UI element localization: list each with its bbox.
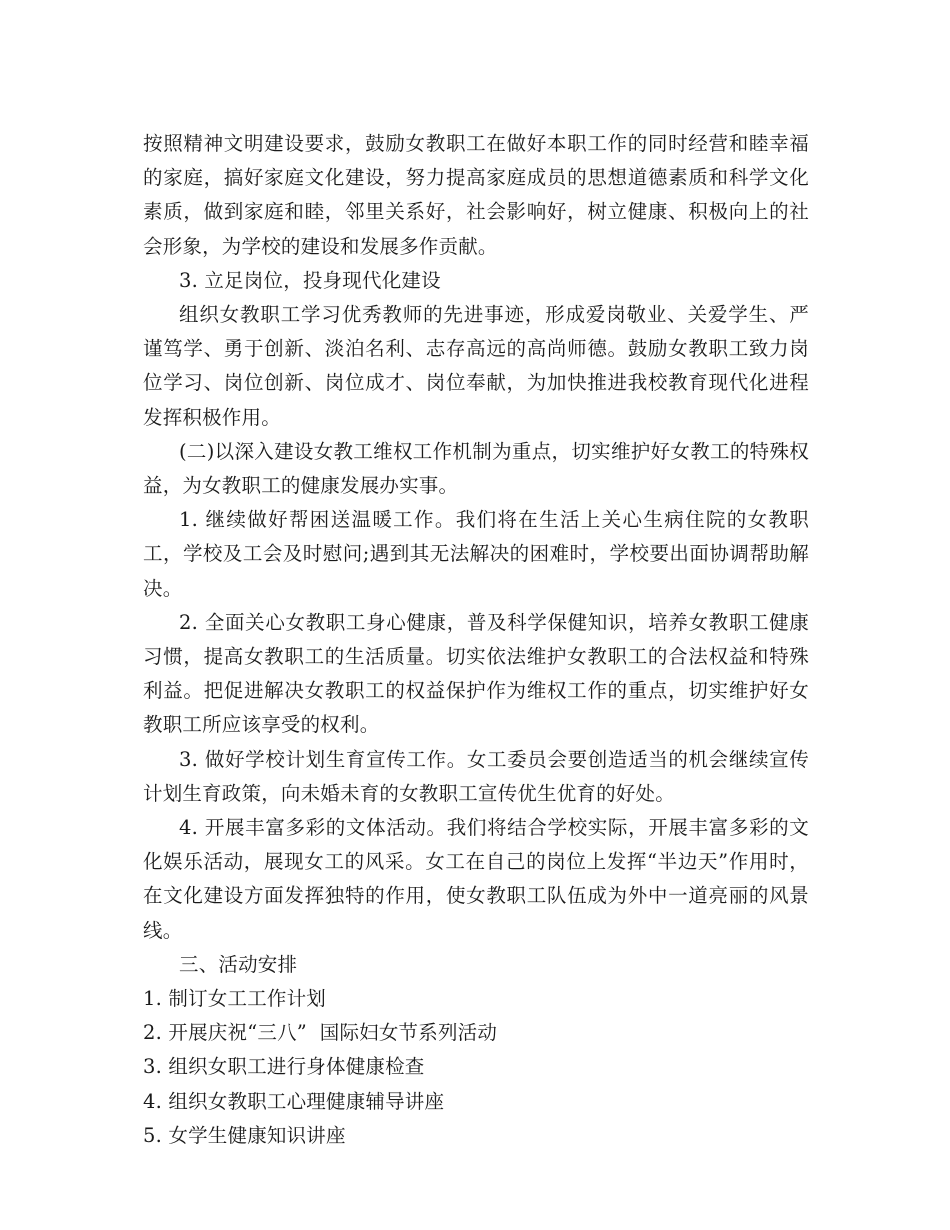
paragraph-teacher-ethics: 组织女教职工学习优秀教师的先进事迹，形成爱岗敬业、关爱学生、严谨笃学、勇于创新、淡泊名利、志存高远的高尚师德。鼓励女教职工致力岗位学习、岗位创新、岗位成才、岗位奉献，为加快推进我校教育现代化进程发挥积极作用。 (143, 303, 809, 429)
paragraph-item-2: 2. 全面关心女教职工身心健康，普及科学保健知识，培养女教职工健康习惯，提高女教职工的生活质量。切实依法维护女教职工的合法权益和特殊利益。把促进解决女教职工的权益保护作为维权工作的重点，切实维护好女教职工所应该享受的权利。 (143, 610, 809, 737)
activity-item: 4. 组织女教职工心理健康辅导讲座 (143, 1089, 445, 1113)
heading-activity-schedule: 三、活动安排 (179, 952, 298, 976)
paragraph-family-building: 按照精神文明建设要求，鼓励女教职工在做好本职工作的同时经营和睦幸福的家庭，搞好家庭文化建设，努力提高家庭成员的思想道德素质和科学文化素质，做到家庭和睦，邻里关系好，社会影响好，树立健康、积极向上的社会形象，为学校的建设和发展多作贡献。 (143, 132, 809, 258)
activity-item: 1. 制订女工工作计划 (143, 987, 327, 1011)
heading-rights-protection: (二)以深入建设女教工维权工作机制为重点，切实维护好女教工的特殊权益，为女教职工的健康发展办实事。 (143, 439, 809, 498)
paragraph-item-4: 4. 开展丰富多彩的文体活动。我们将结合学校实际，开展丰富多彩的文化娱乐活动，展现女工的风采。女工在自己的岗位上发挥“半边天”作用时，在文化建设方面发挥独特的作用，使女教职工队伍成为外中一道亮丽的风景线。 (143, 816, 809, 942)
activity-item: 5. 女学生健康知识讲座 (143, 1123, 346, 1147)
paragraph-item-3: 3. 做好学校计划生育宣传工作。女工委员会要创造适当的机会继续宣传计划生育政策，向未婚未育的女教职工宣传优生优育的好处。 (143, 747, 809, 805)
activity-item: 2. 开展庆祝“三八” 国际妇女节系列活动 (143, 1021, 498, 1045)
activity-item: 3. 组织女职工进行身体健康检查 (143, 1055, 425, 1079)
heading-modernization: 3. 立足岗位，投身现代化建设 (179, 268, 441, 292)
paragraph-item-1: 1. 继续做好帮困送温暖工作。我们将在生活上关心生病住院的女教职工，学校及工会及时慰问;遇到其无法解决的困难时，学校要出面协调帮助解决。 (143, 508, 809, 600)
document-body (143, 127, 809, 1153)
